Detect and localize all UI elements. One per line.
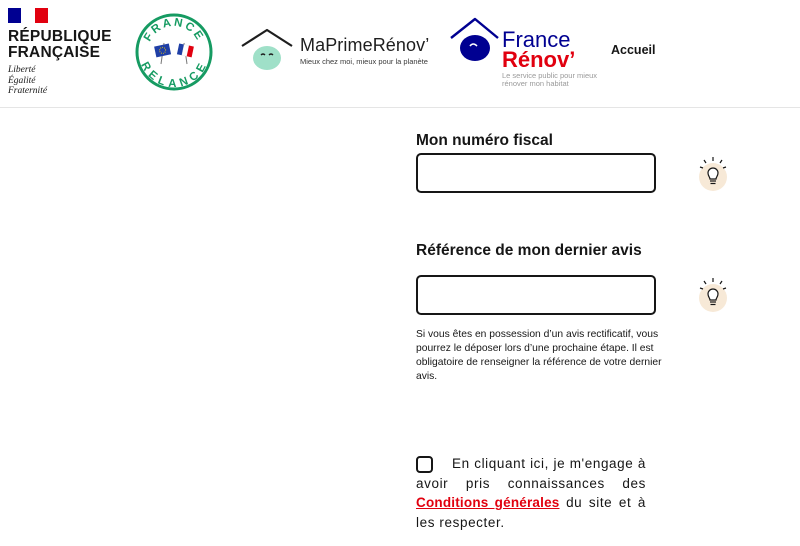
france-renov-line2: Rénov’ [502, 47, 576, 72]
lightbulb-icon [697, 277, 731, 315]
nav-home-link[interactable]: Accueil [611, 43, 656, 57]
terms-consent-text: En cliquant ici, je m'engage à avoir pris connaissances des Conditions générales du site et à les respecter. [416, 456, 646, 530]
site-header [0, 0, 800, 108]
france-relance-seal-icon [134, 12, 214, 92]
france-renov-logo[interactable] [448, 16, 598, 91]
france-renov-line1: France [502, 27, 571, 52]
maprimerenov-name: MaPrimeRénov’ [300, 35, 430, 55]
france-relance-logo[interactable] [134, 12, 214, 92]
republique-francaise-logo[interactable] [8, 8, 128, 97]
terms-conditions-link[interactable]: Conditions générales [416, 495, 560, 510]
republic-motto: Liberté Égalité Fraternité [8, 65, 48, 96]
maprimerenov-logo[interactable] [240, 28, 440, 78]
terms-consent [416, 454, 646, 532]
tax-notice-reference-input[interactable] [416, 275, 656, 315]
house-roof-logo-icon [240, 28, 296, 78]
terms-consent-checkbox[interactable] [416, 456, 433, 473]
lightbulb-icon [697, 156, 731, 194]
fiscal-help-lightbulb[interactable] [697, 156, 731, 194]
maprimerenov-tagline: Mieux chez moi, mieux pour la planète [300, 57, 428, 66]
relance-top-text: FRANCE [141, 16, 207, 44]
marianne-flag-icon [8, 8, 48, 23]
republique-francaise-name: RÉPUBLIQUE FRANÇAISE [8, 28, 112, 61]
fiscal-number-input[interactable] [416, 153, 656, 193]
avis-help-lightbulb[interactable] [697, 277, 731, 315]
france-renov-tagline: Le service public pour mieux rénover mon habitat [502, 71, 598, 88]
fiscal-number-label: Mon numéro fiscal [416, 132, 553, 149]
tax-notice-help-text: Si vous êtes en possession d’un avis rectificatif, vous pourrez le déposer lors d’une prochaine étape. Il est obligatoire de renseigner la référence de votre dernier avis. [416, 329, 662, 382]
tax-notice-reference-label: Référence de mon dernier avis [416, 242, 642, 259]
relance-bottom-text: RELANCE [138, 60, 210, 91]
france-renov-roof-icon [448, 16, 500, 68]
